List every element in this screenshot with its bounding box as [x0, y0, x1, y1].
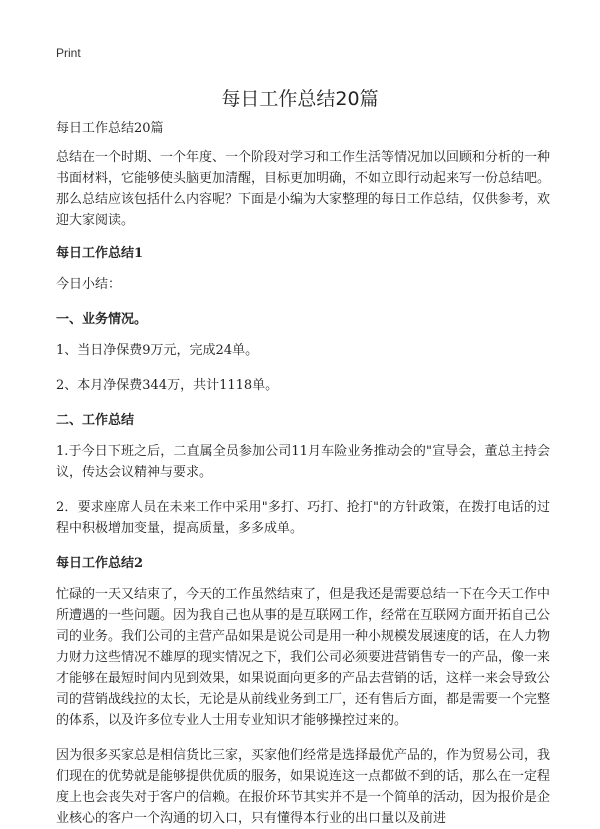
business-item-2: 2、本月净保费344万，共计1118单。	[56, 378, 279, 393]
business-item-1: 1、当日净保费9万元，完成24单。	[56, 343, 259, 358]
section-2-paragraph-1: 忙碌的一天又结束了，今天的工作虽然结束了，但是我还是需要总结一下在今天工作中所遭遇的一些问题。因为我自己也从事的是互联网工作，经常在互联网方面开拓自己公司的业务。我们公司的主营产品如果是说公司是用一种小规模发展速度的话，在人力物力财力这些情况不雄厚的现实情况之下，我们公司必须要进营销售专一的产品，像一来才能够在最短时间内见到效果，如果说面向更多的产品去营销的话，这样一来会导致公司的营销战线拉的太长，无论是从前线业务到工厂，还有售后方面，都是需要一个完整的体系，以及许多位专业人士用专业知识才能够操控过来的。	[56, 587, 551, 728]
document-subtitle: 每日工作总结20篇	[56, 121, 164, 136]
work-item-1: 1.于今日下班之后，二直属全员参加公司11月车险业务推动会的"宣导会，董总主持会议，传达会议精神与要求。	[56, 444, 550, 480]
document-title: 每日工作总结20篇	[221, 88, 379, 110]
document-body	[56, 118, 550, 829]
today-summary-label: 今日小结：	[56, 277, 122, 292]
section-2-heading: 每日工作总结2	[56, 556, 144, 571]
work-item-2: 2．要求座席人员在未来工作中采用"多打、巧打、抢打"的方针政策，在拨打电话的过程中积极增加变量，提高质量，多多成单。	[56, 500, 550, 536]
business-heading: 一、业务情况。	[56, 312, 148, 327]
section-1-heading: 每日工作总结1	[56, 246, 144, 261]
work-summary-heading: 二、工作总结	[56, 413, 135, 428]
print-label[interactable]: Print	[56, 46, 81, 60]
intro-paragraph: 总结在一个时期、一个年度、一个阶段对学习和工作生活等情况加以回顾和分析的一种书面材料，它能够使头脑更加清醒，目标更加明确，不如立即行动起来写一份总结吧。那么总结应该包括什么内容呢？下面是小编为大家整理的每日工作总结，仅供参考，欢迎大家阅读。	[56, 150, 551, 228]
section-2-paragraph-2: 因为很多买家总是相信货比三家，买家他们经常是选择最优产品的，作为贸易公司，我们现在的优势就是能够提供优质的服务，如果说连这一点都做不到的话，那么在一定程度上也会丧失对于客户的信赖。在报价环节其实并不是一个简单的活动，因为报价是企业核心的客户一个沟通的切入口，只有懂得本行业的出口量以及前进	[56, 748, 551, 826]
